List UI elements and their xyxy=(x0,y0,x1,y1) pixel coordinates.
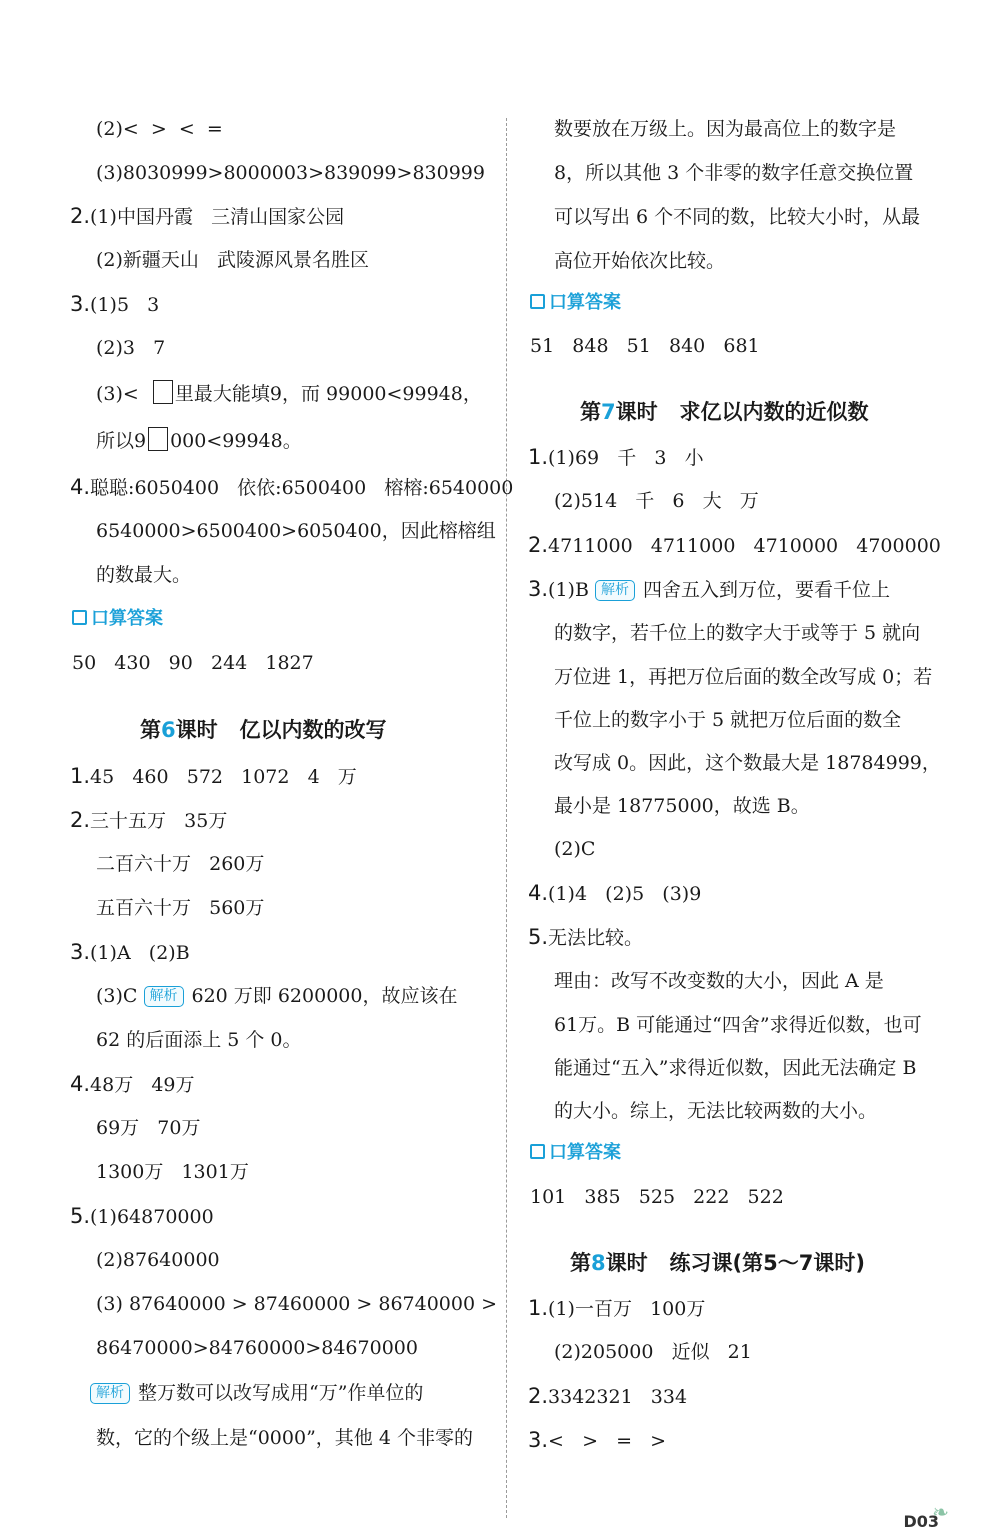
question-3 xyxy=(70,291,159,318)
oral-answers-label: 口算答案 xyxy=(72,606,163,632)
question-number: 3. xyxy=(70,940,91,964)
answer-text: 3342321 334 xyxy=(548,1386,688,1408)
question-number: 3. xyxy=(70,292,91,316)
text-line: 69万 70万 xyxy=(96,1117,201,1139)
text-line: 61万。B 可能通过“四舍”求得近似数，也可 xyxy=(554,1014,922,1036)
question-5 xyxy=(70,1203,214,1230)
question-number: 2. xyxy=(528,1384,549,1408)
page-number: D03 xyxy=(903,1512,939,1531)
answer-text: 所以9 xyxy=(96,430,147,452)
question-number: 3. xyxy=(528,577,549,601)
analysis-tag: 解析 xyxy=(90,1383,130,1404)
text-line: 千位上的数字小于 5 就把万位后面的数全 xyxy=(554,709,902,731)
question-1 xyxy=(528,444,704,471)
text-line: 最小是 18775000，故选 B。 xyxy=(554,795,810,817)
text-line: (3)8030999>8000003>839099>830999 xyxy=(96,162,485,184)
text-line: (2)< > < = xyxy=(96,118,223,140)
text-line: (2)新疆天山 武陵源风景名胜区 xyxy=(96,249,370,271)
question-3 xyxy=(70,939,190,966)
question-number: 2. xyxy=(70,204,91,228)
answer-text: 4711000 4711000 4710000 4700000 xyxy=(548,535,941,557)
lesson-7-heading: 第7课时 求亿以内数的近似数 xyxy=(580,400,869,424)
answer-text: < > = > xyxy=(548,1430,667,1452)
lesson-8-heading: 第8课时 练习课(第5～7课时) xyxy=(570,1251,865,1275)
square-icon xyxy=(72,610,87,625)
text-line: 8，所以其他 3 个非零的数字任意交换位置 xyxy=(554,162,914,184)
question-number: 2. xyxy=(528,533,549,557)
answer-text: (1)4 (2)5 (3)9 xyxy=(548,883,702,905)
text-line: 数，它的个级上是“0000”，其他 4 个非零的 xyxy=(96,1427,473,1449)
question-number: 2. xyxy=(70,808,91,832)
question-1 xyxy=(528,1295,705,1322)
text-line: 的数最大。 xyxy=(96,564,192,586)
text-line: 1300万 1301万 xyxy=(96,1161,249,1183)
question-2 xyxy=(70,203,344,230)
column-divider xyxy=(506,118,507,1518)
text-line: 86470000>84760000>84670000 xyxy=(96,1337,418,1359)
question-number: 1. xyxy=(528,445,549,469)
text-line: (2)514 千 6 大 万 xyxy=(554,490,759,512)
analysis-line: 解析 整万数可以改写成用“万”作单位的 xyxy=(90,1380,423,1406)
text-line: 62 的后面添上 5 个 0。 xyxy=(96,1029,302,1051)
text-line: 的大小。综上，无法比较两数的大小。 xyxy=(554,1100,878,1122)
question-number: 3. xyxy=(528,1428,549,1452)
blank-box xyxy=(148,427,168,451)
text-line: 的数字，若千位上的数字大于或等于 5 就向 xyxy=(554,622,921,644)
text-line: (2)3 7 xyxy=(96,337,166,359)
question-5 xyxy=(528,924,643,951)
square-icon xyxy=(530,1144,545,1159)
text-line: 二百六十万 260万 xyxy=(96,853,265,875)
oral-answers-label: 口算答案 xyxy=(530,1140,621,1166)
answer-text: (1)64870000 xyxy=(90,1206,214,1228)
answer-text: 48万 49万 xyxy=(90,1074,195,1096)
question-3: 3.(1)B 解析 四舍五入到万位，要看千位上 xyxy=(528,577,890,601)
analysis-tag: 解析 xyxy=(595,580,635,601)
text-line: (2)C xyxy=(554,838,596,860)
question-1 xyxy=(70,763,357,790)
question-4 xyxy=(70,474,513,501)
text-line: 6540000>6500400>6050400，因此榕榕组 xyxy=(96,520,496,542)
answer-text: (3)< xyxy=(96,383,151,405)
question-4 xyxy=(528,880,701,907)
text-line-with-box xyxy=(96,380,482,407)
question-number: 1. xyxy=(70,764,91,788)
question-2 xyxy=(528,1383,687,1410)
answer-text: (1)A (2)B xyxy=(90,942,190,964)
question-number: 5. xyxy=(528,925,549,949)
answer-text: (1)5 3 xyxy=(90,294,160,316)
analysis-tag: 解析 xyxy=(144,986,184,1007)
text-line: (2)87640000 xyxy=(96,1249,220,1271)
question-number: 1. xyxy=(528,1296,549,1320)
square-icon xyxy=(530,294,545,309)
answer-text: 000<99948。 xyxy=(170,430,302,452)
answer-text: (1)69 千 3 小 xyxy=(548,447,704,469)
text-line: 万位进 1，再把万位后面的数全改写成 0；若 xyxy=(554,666,933,688)
answer-text: 45 460 572 1072 4 万 xyxy=(90,766,357,788)
text-line: 五百六十万 560万 xyxy=(96,897,265,919)
answer-text: 无法比较。 xyxy=(548,927,644,949)
question-number: 4. xyxy=(70,1072,91,1096)
answer-text: (1)一百万 100万 xyxy=(548,1298,706,1320)
oral-answers: 50 430 90 244 1827 xyxy=(72,652,314,674)
oral-answers: 51 848 51 840 681 xyxy=(530,335,760,357)
text-line: 能通过“五入”求得近似数，因此无法确定 B xyxy=(554,1057,917,1079)
leaf-icon: ❧ xyxy=(932,1500,949,1524)
analysis-line: (3)C 解析 620 万即 6200000，故应该在 xyxy=(96,985,458,1007)
answer-text: (1)中国丹霞 三清山国家公园 xyxy=(90,206,345,228)
question-3 xyxy=(528,1427,666,1454)
answer-text: 里最大能填9，而 99000<99948， xyxy=(174,383,482,405)
question-2 xyxy=(70,807,227,834)
answer-text: 三十五万 35万 xyxy=(90,810,228,832)
text-line: 可以写出 6 个不同的数，比较大小时，从最 xyxy=(554,206,921,228)
question-number: 5. xyxy=(70,1204,91,1228)
answer-text: 聪聪:6050400 依依:6500400 榕榕:6540000 xyxy=(90,477,514,499)
text-line: (3) 87640000 > 87460000 > 86740000 > xyxy=(96,1293,498,1315)
text-line: 理由：改写不改变数的大小，因此 A 是 xyxy=(554,970,884,992)
oral-answers-label: 口算答案 xyxy=(530,290,621,316)
question-2 xyxy=(528,532,941,559)
question-4 xyxy=(70,1071,195,1098)
question-number: 4. xyxy=(70,475,91,499)
text-line: 高位开始依次比较。 xyxy=(554,250,726,272)
question-number: 4. xyxy=(528,881,549,905)
blank-box xyxy=(153,380,173,404)
text-line: (2)205000 近似 21 xyxy=(554,1341,752,1363)
text-line: 数要放在万级上。因为最高位上的数字是 xyxy=(554,118,897,140)
oral-answers: 101 385 525 222 522 xyxy=(530,1186,784,1208)
lesson-6-heading: 第6课时 亿以内数的改写 xyxy=(140,718,387,742)
text-line-with-box xyxy=(96,427,302,454)
text-line: 改写成 0。因此，这个数最大是 18784999， xyxy=(554,752,941,774)
